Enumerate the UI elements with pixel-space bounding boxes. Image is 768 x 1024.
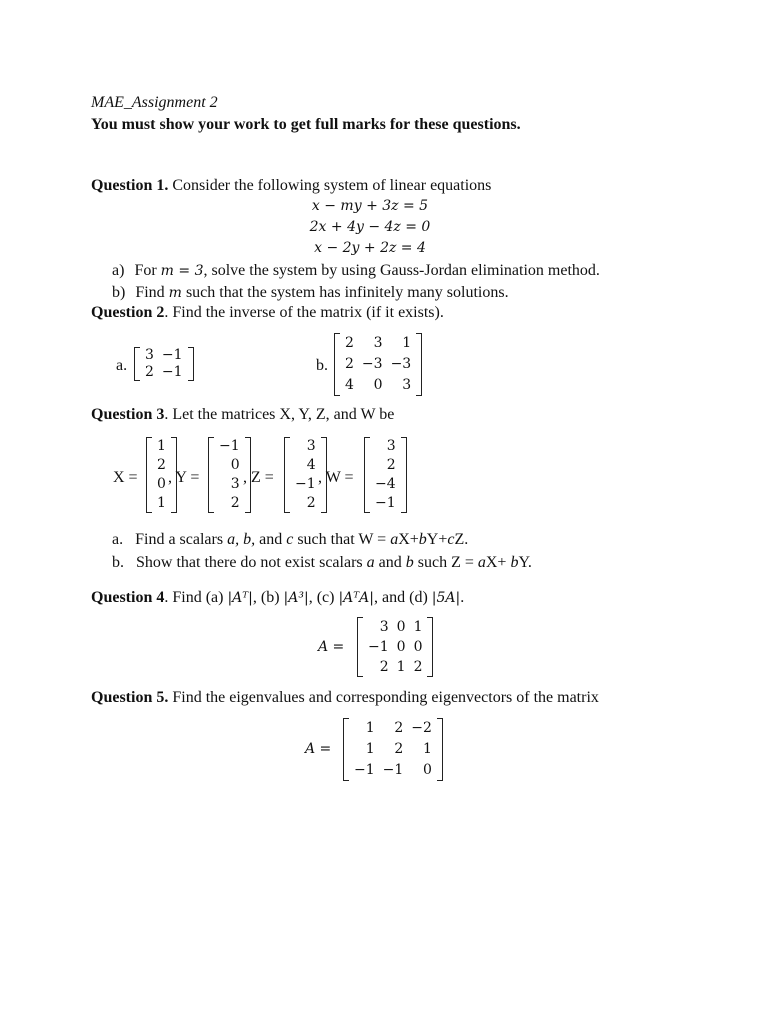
question-5-text: Find the eigenvalues and corresponding eigenvectors of the matrix — [168, 689, 599, 706]
question-3-text: . Let the matrices X, Y, Z, and W be — [164, 406, 395, 423]
vector-y-grid — [214, 437, 245, 513]
matrix-cell: 1 — [157, 495, 166, 511]
part-a-marker: a) — [112, 262, 125, 279]
question-4-prompt — [91, 589, 464, 607]
part-text: X+ — [398, 531, 419, 548]
matrix-q4 — [357, 617, 433, 677]
matrix-cell: 2 — [306, 495, 316, 511]
q4-math: |Aᵀ| — [227, 590, 253, 606]
question-2-text: . Find the inverse of the matrix (if it exists). — [164, 304, 444, 321]
matrix-cell: 3 — [230, 476, 240, 492]
question-3-part-b — [112, 554, 532, 572]
matrix-cell: −3 — [361, 356, 383, 372]
matrix-cell: 2 — [157, 457, 166, 473]
matrix-cell: 1 — [365, 720, 375, 736]
question-3-label: Question 3 — [91, 406, 165, 423]
question-1-label: Question 1. — [91, 177, 169, 194]
matrix-cell: 0 — [413, 639, 423, 655]
matrix-cell: 1 — [396, 659, 406, 675]
part-text: Y+ — [426, 531, 448, 548]
part-a-post: , solve the system by using Gauss-Jordan elimination method. — [203, 262, 600, 279]
q3-w-label: , W = — [318, 469, 354, 486]
part-text: and — [374, 554, 406, 571]
matrix-cell: 0 — [396, 619, 406, 635]
matrix-cell: 1 — [402, 335, 412, 351]
matrix-cell: 3 — [306, 438, 316, 454]
matrix-cell: 2 — [145, 364, 154, 380]
matrix-cell: 2 — [345, 335, 354, 351]
matrix-q2-a-grid — [140, 347, 188, 381]
matrix-cell: 0 — [230, 457, 240, 473]
q4-matrix-label: A = — [318, 639, 345, 655]
part-var: a — [390, 531, 399, 548]
part-text: such Z = — [413, 554, 478, 571]
q4-math: |5A| — [431, 590, 461, 606]
vector-w — [364, 437, 407, 513]
matrix-cell: 1 — [157, 438, 166, 454]
question-3-prompt — [91, 406, 394, 424]
part-var: a — [366, 554, 375, 571]
question-1-text: Consider the following system of linear equations — [168, 177, 492, 194]
matrix-cell: −1 — [368, 639, 389, 655]
q4-text: , (b) — [252, 589, 284, 606]
matrix-cell: 3 — [145, 347, 154, 363]
matrix-right-bracket — [416, 333, 422, 396]
matrix-right-bracket — [427, 617, 433, 677]
matrix-cell: −1 — [354, 762, 375, 778]
part-var: c — [286, 531, 294, 548]
part-text: and — [255, 531, 287, 548]
part-text: Y. — [518, 554, 532, 571]
part-marker: b. — [112, 554, 124, 571]
question-1-part-a — [112, 262, 600, 280]
part-text: X+ — [485, 554, 511, 571]
part-b-marker: b) — [112, 284, 126, 301]
q2-label-b: b. — [316, 357, 328, 374]
vector-w-grid — [370, 437, 401, 513]
part-var: b — [418, 531, 427, 548]
matrix-cell: −1 — [375, 495, 396, 511]
question-4-label: Question 4 — [91, 589, 165, 606]
matrix-q4-grid — [363, 617, 427, 677]
q4-math: |A³| — [283, 590, 309, 606]
equation-2: 2x + 4y − 4z = 0 — [309, 219, 431, 235]
part-text: Z. — [454, 531, 469, 548]
matrix-cell: 4 — [306, 457, 316, 473]
part-text: Show that there do not exist scalars — [136, 554, 367, 571]
question-2-label: Question 2 — [91, 304, 165, 321]
part-text: such that W = — [293, 531, 391, 548]
matrix-cell: 2 — [230, 495, 240, 511]
part-b-post: such that the system has infinitely many solutions. — [181, 284, 509, 301]
matrix-cell: −1 — [382, 762, 404, 778]
part-text: Find a scalars — [135, 531, 228, 548]
question-1-prompt — [91, 177, 491, 195]
question-5-label: Question 5. — [91, 689, 169, 706]
part-a-pre: For — [134, 262, 161, 279]
matrix-cell: 2 — [413, 659, 423, 675]
matrix-cell: −1 — [161, 364, 183, 380]
q4-text: . — [460, 589, 465, 606]
question-3-part-a — [112, 531, 468, 549]
matrix-cell: 3 — [402, 377, 412, 393]
matrix-cell: 2 — [386, 457, 396, 473]
assignment-title: MAE_Assignment 2 — [91, 94, 218, 111]
matrix-cell: −4 — [375, 476, 396, 492]
matrix-q2-b — [334, 333, 422, 396]
part-marker: a. — [112, 531, 124, 548]
matrix-cell: 4 — [345, 377, 354, 393]
q4-text: . Find (a) — [164, 589, 228, 606]
matrix-cell: −3 — [390, 356, 412, 372]
matrix-cell: 3 — [386, 438, 396, 454]
q4-math: |AᵀA| — [338, 590, 375, 606]
matrix-cell: −2 — [411, 720, 432, 736]
matrix-cell: 1 — [423, 741, 432, 757]
question-1-part-b — [112, 284, 509, 302]
matrix-cell: 2 — [379, 659, 389, 675]
equation-1: x − my + 3z = 5 — [311, 198, 429, 214]
matrix-right-bracket — [188, 347, 194, 381]
q4-text: , (c) — [308, 589, 339, 606]
matrix-q2-a — [134, 347, 194, 381]
question-5-prompt — [91, 689, 599, 707]
matrix-cell: 3 — [379, 619, 389, 635]
matrix-cell: 0 — [396, 639, 406, 655]
part-var: b — [510, 554, 519, 571]
matrix-cell: 2 — [394, 741, 404, 757]
matrix-q5-grid — [349, 718, 437, 781]
matrix-right-bracket — [401, 437, 407, 513]
q2-label-a: a. — [116, 357, 128, 374]
matrix-cell: 2 — [345, 356, 354, 372]
part-var: a — [477, 554, 486, 571]
q5-matrix-label: A = — [305, 741, 332, 757]
q3-z-label: , Z = — [243, 469, 274, 486]
matrix-cell: 1 — [365, 741, 375, 757]
instruction-text: You must show your work to get full marks for these questions. — [91, 116, 521, 133]
vector-z-grid — [290, 437, 321, 513]
matrix-cell: 3 — [373, 335, 383, 351]
matrix-cell: −1 — [219, 438, 240, 454]
matrix-q5 — [343, 718, 443, 781]
matrix-cell: −1 — [161, 347, 183, 363]
q3-x-label: X = — [113, 469, 138, 486]
matrix-right-bracket — [437, 718, 443, 781]
question-2-prompt — [91, 304, 444, 322]
part-var: c — [447, 531, 455, 548]
q3-y-label: , Y = — [168, 469, 200, 486]
q4-text: , and (d) — [374, 589, 432, 606]
equation-3: x − 2y + 2z = 4 — [314, 240, 426, 256]
matrix-cell: 2 — [394, 720, 404, 736]
part-vars: a, b, — [227, 531, 256, 548]
matrix-cell: 0 — [157, 476, 166, 492]
matrix-q2-b-grid — [340, 333, 416, 396]
part-var: b — [405, 554, 414, 571]
matrix-cell: 0 — [423, 762, 432, 778]
matrix-cell: 0 — [373, 377, 383, 393]
part-a-math: m = 3 — [160, 263, 204, 279]
matrix-cell: 1 — [413, 619, 423, 635]
part-b-math: m — [168, 285, 182, 301]
part-b-pre: Find — [135, 284, 169, 301]
matrix-cell: −1 — [295, 476, 316, 492]
